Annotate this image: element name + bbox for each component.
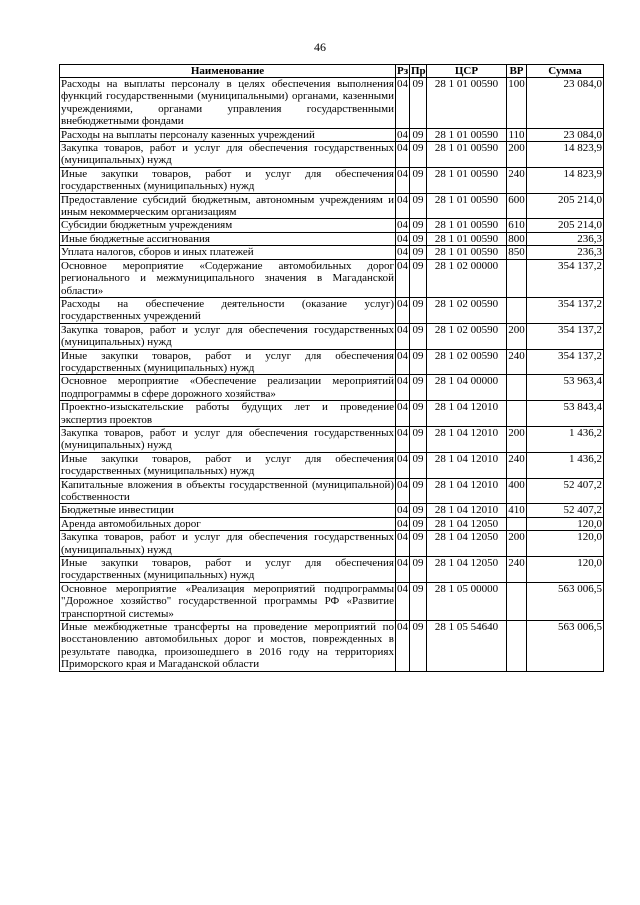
cell-vr: 600	[507, 193, 527, 219]
table-row	[60, 193, 604, 219]
cell-sum: 1 436,2	[527, 426, 604, 452]
cell-rz: 04	[396, 557, 410, 583]
cell-csr: 28 1 02 00590	[427, 297, 507, 323]
cell-vr: 200	[507, 531, 527, 557]
cell-name: Иные закупки товаров, работ и услуг для обеспечения государственных (муниципальных) нужд	[61, 557, 394, 582]
cell-sum: 1 436,2	[527, 452, 604, 478]
cell-rz: 04	[396, 452, 410, 478]
cell-csr: 28 1 04 12050	[427, 557, 507, 583]
cell-pr: 09	[410, 504, 427, 517]
cell-sum: 14 823,9	[527, 167, 604, 193]
cell-name: Иные закупки товаров, работ и услуг для обеспечения государственных (муниципальных) нужд	[61, 452, 394, 478]
cell-rz: 04	[396, 531, 410, 557]
cell-vr: 800	[508, 232, 525, 245]
table-row	[60, 297, 604, 323]
cell-rz: 04	[396, 142, 410, 168]
cell-pr: 09	[410, 531, 427, 557]
header-name: Наименование	[60, 65, 396, 78]
cell-csr: 28 1 02 00590	[427, 349, 507, 375]
cell-csr: 28 1 01 00590	[427, 246, 507, 259]
table-row	[60, 142, 604, 168]
table-row	[60, 167, 604, 193]
cell-name: Иные закупки товаров, работ и услуг для обеспечения государственных (муниципальных) нужд	[61, 349, 394, 374]
cell-sum: 354 137,2	[527, 259, 604, 297]
cell-sum: 205 214,0	[527, 219, 604, 232]
cell-name: Иные межбюджетные трансферты на проведение мероприятий по восстановлению автомобильных дорог и мостов, поврежденных в результате паводка, произошедшего в 2016 году на территориях Приморского края и Магаданской области	[61, 621, 394, 671]
cell-name: Основное мероприятие «Реализация мероприятий подпрограммы "Дорожное хозяйство" государственной программы РФ «Развитие транспортной системы»	[61, 582, 394, 620]
cell-pr: 09	[410, 452, 427, 478]
cell-pr: 09	[410, 349, 427, 375]
cell-csr: 28 1 04 12050	[427, 531, 507, 557]
cell-vr: 400	[507, 478, 527, 504]
cell-csr: 28 1 02 00590	[427, 323, 507, 349]
cell-rz: 04	[397, 232, 408, 245]
cell-sum: 53 843,4	[527, 401, 604, 427]
cell-pr: 09	[410, 323, 427, 349]
cell-csr: 28 1 01 00590	[427, 219, 507, 232]
cell-csr: 28 1 04 12010	[427, 401, 507, 427]
cell-rz: 04	[397, 504, 408, 517]
cell-rz: 04	[397, 517, 408, 530]
cell-pr: 09	[410, 401, 427, 427]
cell-sum: 236,3	[527, 232, 604, 245]
cell-pr: 09	[410, 621, 427, 672]
cell-pr: 09	[410, 557, 427, 583]
cell-vr	[507, 297, 527, 323]
cell-vr: 100	[507, 78, 527, 129]
cell-vr	[507, 621, 527, 672]
table-row	[60, 478, 604, 504]
cell-sum: 563 006,5	[527, 621, 604, 672]
cell-vr	[507, 517, 527, 530]
budget-table	[59, 64, 604, 672]
cell-rz: 04	[396, 478, 410, 504]
cell-name: Капитальные вложения в объекты государственной (муниципальной) собственности	[61, 478, 394, 503]
cell-pr: 09	[410, 375, 427, 401]
cell-pr: 09	[410, 193, 427, 219]
cell-rz: 04	[396, 297, 410, 323]
cell-rz: 04	[396, 167, 410, 193]
cell-csr: 28 1 01 00590	[427, 128, 507, 141]
cell-rz: 04	[396, 349, 410, 375]
cell-pr: 09	[410, 219, 427, 232]
cell-name: Проектно-изыскательские работы будущих лет и проведение экспертиз проектов	[61, 401, 394, 426]
table-header-row	[60, 65, 604, 78]
cell-vr	[507, 582, 527, 620]
cell-name: Аренда автомобильных дорог	[60, 517, 396, 530]
cell-sum: 120,0	[527, 531, 604, 557]
cell-sum: 120,0	[527, 517, 604, 530]
cell-vr: 850	[508, 246, 525, 259]
cell-csr: 28 1 01 00590	[427, 232, 507, 245]
cell-name: Уплата налогов, сборов и иных платежей	[60, 246, 396, 259]
table-row	[60, 401, 604, 427]
cell-csr: 28 1 01 00590	[427, 142, 507, 168]
cell-vr: 240	[507, 557, 527, 583]
table-row	[60, 531, 604, 557]
cell-vr: 240	[507, 452, 527, 478]
cell-pr: 09	[410, 78, 427, 129]
cell-sum: 354 137,2	[527, 349, 604, 375]
cell-pr: 09	[410, 517, 427, 530]
cell-vr: 200	[507, 323, 527, 349]
header-pr: Пр	[411, 65, 426, 77]
cell-pr: 09	[410, 582, 427, 620]
cell-rz: 04	[396, 426, 410, 452]
table-row	[60, 517, 604, 530]
table-row	[60, 323, 604, 349]
cell-csr: 28 1 05 54640	[427, 621, 507, 672]
cell-vr	[507, 375, 527, 401]
cell-sum: 354 137,2	[527, 323, 604, 349]
cell-rz: 04	[397, 128, 408, 141]
cell-pr: 09	[410, 232, 427, 245]
cell-pr: 09	[410, 297, 427, 323]
cell-vr: 410	[508, 504, 525, 517]
cell-csr: 28 1 01 00590	[427, 167, 507, 193]
cell-vr: 200	[507, 426, 527, 452]
cell-rz: 04	[396, 375, 410, 401]
cell-sum: 205 214,0	[527, 193, 604, 219]
cell-vr: 240	[507, 349, 527, 375]
cell-rz: 04	[396, 582, 410, 620]
table-row	[60, 621, 604, 672]
table-row	[60, 232, 604, 245]
cell-pr: 09	[410, 426, 427, 452]
table-row	[60, 557, 604, 583]
page-number: 46	[314, 40, 326, 54]
cell-name: Закупка товаров, работ и услуг для обеспечения государственных (муниципальных) нужд	[61, 142, 394, 167]
cell-rz: 04	[396, 259, 410, 297]
cell-name: Закупка товаров, работ и услуг для обеспечения государственных (муниципальных) нужд	[61, 323, 394, 349]
cell-name: Закупка товаров, работ и услуг для обеспечения государственных (муниципальных) нужд	[61, 426, 394, 452]
cell-sum: 53 963,4	[527, 375, 604, 401]
cell-sum: 120,0	[527, 557, 604, 583]
cell-sum: 236,3	[527, 246, 604, 259]
header-vr: ВР	[507, 65, 527, 78]
table-row	[60, 582, 604, 620]
cell-rz: 04	[396, 78, 410, 129]
table-row	[60, 78, 604, 129]
cell-name: Иные закупки товаров, работ и услуг для обеспечения государственных (муниципальных) нужд	[61, 167, 394, 193]
cell-csr: 28 1 01 00590	[427, 193, 507, 219]
table-row	[60, 246, 604, 259]
table-body	[60, 78, 604, 672]
table-row	[60, 504, 604, 517]
cell-rz: 04	[396, 193, 410, 219]
cell-csr: 28 1 05 00000	[427, 582, 507, 620]
cell-rz: 04	[396, 323, 410, 349]
cell-rz: 04	[397, 246, 408, 259]
table-row	[60, 219, 604, 232]
cell-pr: 09	[410, 259, 427, 297]
cell-csr: 28 1 04 12010	[427, 452, 507, 478]
table-row	[60, 452, 604, 478]
cell-rz: 04	[396, 621, 410, 672]
cell-name: Иные бюджетные ассигнования	[60, 232, 396, 245]
cell-name: Расходы на выплаты персоналу в целях обеспечения выполнения функций государственными (муниципальными) органами, казенными учреждениями, органами управления государственными внебюджетными фондами	[61, 78, 394, 128]
cell-name: Основное мероприятие «Обеспечение реализации мероприятий подпрограммы в сфере дорожного хозяйства»	[61, 375, 394, 400]
cell-vr: 240	[507, 167, 527, 193]
cell-name: Закупка товаров, работ и услуг для обеспечения государственных (муниципальных) нужд	[61, 531, 394, 556]
cell-sum: 23 084,0	[527, 128, 604, 141]
cell-pr: 09	[410, 128, 427, 141]
cell-vr: 110	[508, 128, 525, 141]
cell-pr: 09	[410, 478, 427, 504]
cell-csr: 28 1 04 12050	[427, 517, 507, 530]
header-rz: Рз	[397, 65, 409, 77]
cell-vr	[507, 259, 527, 297]
cell-name: Расходы на выплаты персоналу казенных учреждений	[60, 128, 396, 141]
cell-csr: 28 1 04 12010	[427, 426, 507, 452]
table-row	[60, 426, 604, 452]
header-csr: ЦСР	[427, 65, 507, 78]
cell-sum: 52 407,2	[527, 478, 604, 504]
cell-vr	[507, 401, 527, 427]
cell-sum: 52 407,2	[527, 504, 604, 517]
cell-rz: 04	[396, 401, 410, 427]
cell-name: Бюджетные инвестиции	[60, 504, 396, 517]
cell-vr: 610	[508, 219, 525, 232]
cell-csr: 28 1 04 12010	[427, 478, 507, 504]
cell-sum: 23 084,0	[527, 78, 604, 129]
cell-rz: 04	[397, 219, 408, 232]
cell-name: Основное мероприятие «Содержание автомобильных дорог регионального и межмуниципального значения в Магаданской области»	[61, 259, 394, 297]
cell-sum: 563 006,5	[527, 582, 604, 620]
table-row	[60, 128, 604, 141]
table-row	[60, 259, 604, 297]
cell-pr: 09	[410, 167, 427, 193]
cell-csr: 28 1 04 00000	[427, 375, 507, 401]
cell-csr: 28 1 01 00590	[427, 78, 507, 129]
cell-name: Предоставление субсидий бюджетным, автономным учреждениям и иным некоммерческим организациям	[61, 193, 394, 219]
cell-sum: 354 137,2	[527, 297, 604, 323]
cell-csr: 28 1 04 12010	[427, 504, 507, 517]
cell-pr: 09	[410, 246, 427, 259]
header-sum: Сумма	[527, 65, 604, 78]
table-row	[60, 349, 604, 375]
cell-pr: 09	[410, 142, 427, 168]
cell-sum: 14 823,9	[527, 142, 604, 168]
cell-name: Расходы на обеспечение деятельности (оказание услуг) государственных учреждений	[61, 297, 394, 323]
cell-name: Субсидии бюджетным учреждениям	[60, 219, 396, 232]
cell-vr: 200	[507, 142, 527, 168]
cell-csr: 28 1 02 00000	[427, 259, 507, 297]
table-row	[60, 375, 604, 401]
